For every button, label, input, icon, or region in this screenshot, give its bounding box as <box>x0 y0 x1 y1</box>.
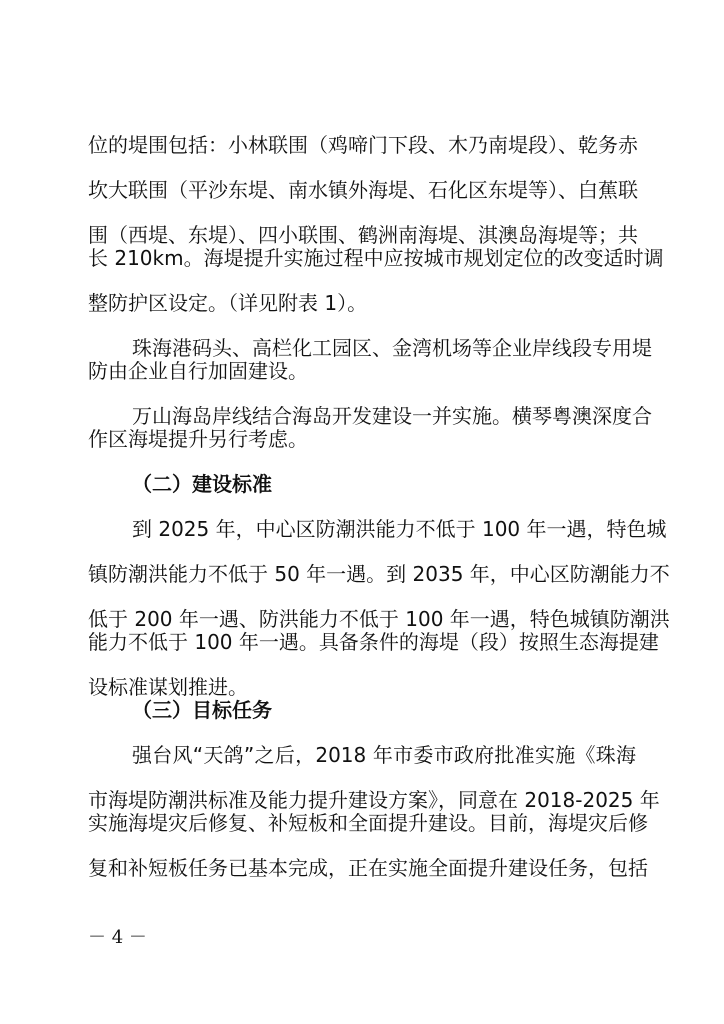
paragraph-first-line: 万山海岛岸线结合海岛开发建设一并实施。横琴粤澳深度合 <box>132 404 652 428</box>
section-heading: （三）目标任务 <box>132 698 272 722</box>
paragraph-first-line: 强台风“天鸽”之后，2018 年市委市政府批准实施《珠海 <box>132 743 636 767</box>
body-text-line: 低于 200 年一遇、防洪能力不低于 100 年一遇，特色城镇防潮洪 <box>88 607 670 631</box>
section-heading: （二）建设标准 <box>132 472 272 496</box>
page-number: － 4 － <box>88 927 147 948</box>
paragraph-first-line: 到 2025 年，中心区防潮洪能力不低于 100 年一遇，特色城 <box>132 517 667 541</box>
body-text-line: 作区海堤提升另行考虑。 <box>88 427 308 451</box>
body-text-line: 实施海堤灾后修复、补短板和全面提升建设。目前，海堤灾后修 <box>88 811 648 835</box>
paragraph-first-line: 珠海港码头、高栏化工园区、金湾机场等企业岸线段专用堤 <box>132 336 652 360</box>
body-text-line: 围（西堤、东堤）、四小联围、鹤洲南海堤、淇澳岛海堤等；共 <box>88 223 638 247</box>
body-text-line: 设标准谋划推进。 <box>88 675 248 699</box>
body-text-line: 镇防潮洪能力不低于 50 年一遇。到 2035 年，中心区防潮能力不 <box>88 562 670 586</box>
body-text-line: 复和补短板任务已基本完成，正在实施全面提升建设任务，包括 <box>88 856 648 880</box>
body-text-line: 坎大联围（平沙东堤、南水镇外海堤、石化区东堤等）、白蕉联 <box>88 178 638 202</box>
body-text-line: 防由企业自行加固建设。 <box>88 359 308 383</box>
body-text-line: 市海堤防潮洪标准及能力提升建设方案》，同意在 2018-2025 年 <box>88 788 660 812</box>
body-text-line: 整防护区设定。（详见附表 1）。 <box>88 291 368 315</box>
body-text-line: 长 210km。海堤提升实施过程中应按城市规划定位的改变适时调 <box>88 246 664 270</box>
body-text-line: 能力不低于 100 年一遇。具备条件的海堤（段）按照生态海提建 <box>88 630 659 654</box>
body-text-line: 位的堤围包括：小林联围（鸡啼门下段、木乃南堤段）、乾务赤 <box>88 133 638 157</box>
